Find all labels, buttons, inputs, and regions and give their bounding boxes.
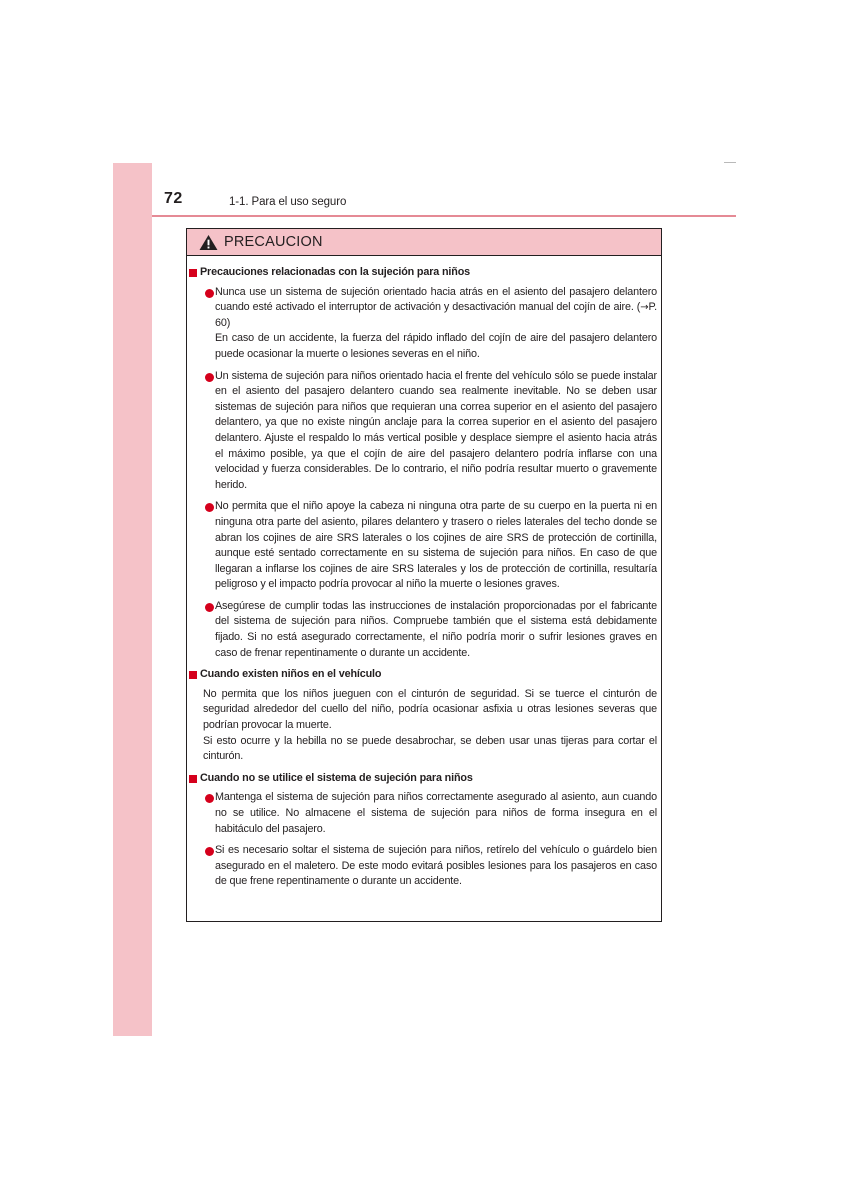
corner-mark	[724, 162, 736, 163]
list-item	[189, 285, 657, 363]
red-square-icon	[189, 671, 197, 679]
red-bullet-icon	[205, 847, 214, 856]
paragraph-text: No permita que los niños jueguen con el cinturón de seguridad. Si se tuerce el cinturón de seguridad alrededor del cuello del niño, podría ocasionar asfixia u otras lesiones severas que podrían provocar la muerte.	[203, 687, 657, 732]
section-title: 1-1. Para el uso seguro	[229, 196, 347, 208]
section-heading	[189, 667, 657, 683]
caution-box	[186, 228, 662, 922]
list-item-text: Si es necesario soltar el sistema de sujeción para niños, retírelo del vehículo o guárdelo bien asegurado en el maletero. De este modo evitará posibles lesiones para los pasajeros en caso de que frene repentinamente o durante un accidente.	[215, 844, 657, 888]
red-bullet-icon	[205, 289, 214, 298]
caution-header	[187, 229, 661, 256]
list-item-extra: En caso de un accidente, la fuerza del rápido inflado del cojín de aire del pasajero delantero puede ocasionar la muerte o lesiones severas en el niño.	[215, 332, 657, 360]
list-item-text: No permita que el niño apoye la cabeza ni ninguna otra parte de su cuerpo en la puerta ni en ninguna otra parte del asiento, pilares delantero y trasero o rieles laterales del techo donde se abran los cojines de aire SRS laterales o los cojines de aire SRS de protección de cortinilla, aunque esté sentado correctamente en su sistema de sujeción para niños. En caso de que llegaran a inflarse los cojines de aire SRS laterales y los de protección de cortinilla, resultaría peligroso y el impacto podría provocar al niño la muerte o lesiones graves.	[215, 500, 657, 591]
section-heading-text: Cuando no se utilice el sistema de sujeción para niños	[200, 771, 473, 784]
list-item-text: Mantenga el sistema de sujeción para niños correctamente asegurado al asiento, aun cuando no se utilice. No almacene el sistema de sujeción para niños de forma insegura en el habitáculo del pasajero.	[215, 791, 657, 835]
list-item	[189, 499, 657, 593]
red-bullet-icon	[205, 603, 214, 612]
section-heading-text: Cuando existen niños en el vehículo	[200, 668, 382, 681]
reference-arrow-icon: →	[640, 302, 649, 314]
section-heading-text: Precauciones relacionadas con la sujeción para niños	[200, 266, 471, 278]
list-item	[189, 843, 657, 890]
list-item-text: Asegúrese de cumplir todas las instrucciones de instalación proporcionadas por el fabricante del sistema de sujeción para niños. Compruebe también que el sistema está debidamente fijado. Si no está asegurado correctamente, el niño podría morir o sufrir lesiones graves en caso de frenar repentinamente o durante un accidente.	[215, 599, 657, 659]
page-number: 72	[164, 190, 183, 207]
red-bullet-icon	[205, 503, 214, 512]
list-item-text: Un sistema de sujeción para niños orientado hacia el frente del vehículo sólo se puede instalar en el asiento del pasajero delantero cuando sea realmente inevitable. No se deben usar sistemas de sujeción para niños que requieran una correa superior en el asiento del pasajero delantero, ya que no existe ningún anclaje para la correa superior en el asiento del pasajero delantero. Ajuste el respaldo lo más vertical posible y desplace siempre el asiento hacia atrás el máximo posible, ya que el cojín de aire del pasajero delantero podría inflarse con una velocidad y fuerza considerables. De lo contrario, el niño podría resultar muerto o gravemente herido.	[215, 369, 657, 491]
section-heading	[189, 265, 657, 281]
red-square-icon	[189, 775, 197, 783]
list-item-text: Nunca use un sistema de sujeción orientado hacia atrás en el asiento del pasajero delantero cuando esté activado el interruptor de activación y desactivación manual del cojín de aire. (	[215, 285, 657, 314]
paragraph	[189, 687, 657, 765]
caution-title: PRECAUCION	[224, 234, 323, 250]
list-item	[189, 790, 657, 837]
header-rule	[152, 215, 736, 217]
red-square-icon	[189, 269, 197, 277]
red-bullet-icon	[205, 373, 214, 382]
list-item	[189, 369, 657, 494]
warning-triangle-icon	[199, 234, 218, 251]
page-reference-link[interactable]: P. 60)	[215, 301, 657, 329]
side-color-band	[113, 163, 152, 1036]
paragraph-text: Si esto ocurre y la hebilla no se puede desabrochar, se deben usar unas tijeras para cortar el cinturón.	[203, 734, 657, 763]
caution-content	[189, 265, 657, 896]
list-item	[189, 599, 657, 661]
section-heading	[189, 771, 657, 787]
red-bullet-icon	[205, 794, 214, 803]
